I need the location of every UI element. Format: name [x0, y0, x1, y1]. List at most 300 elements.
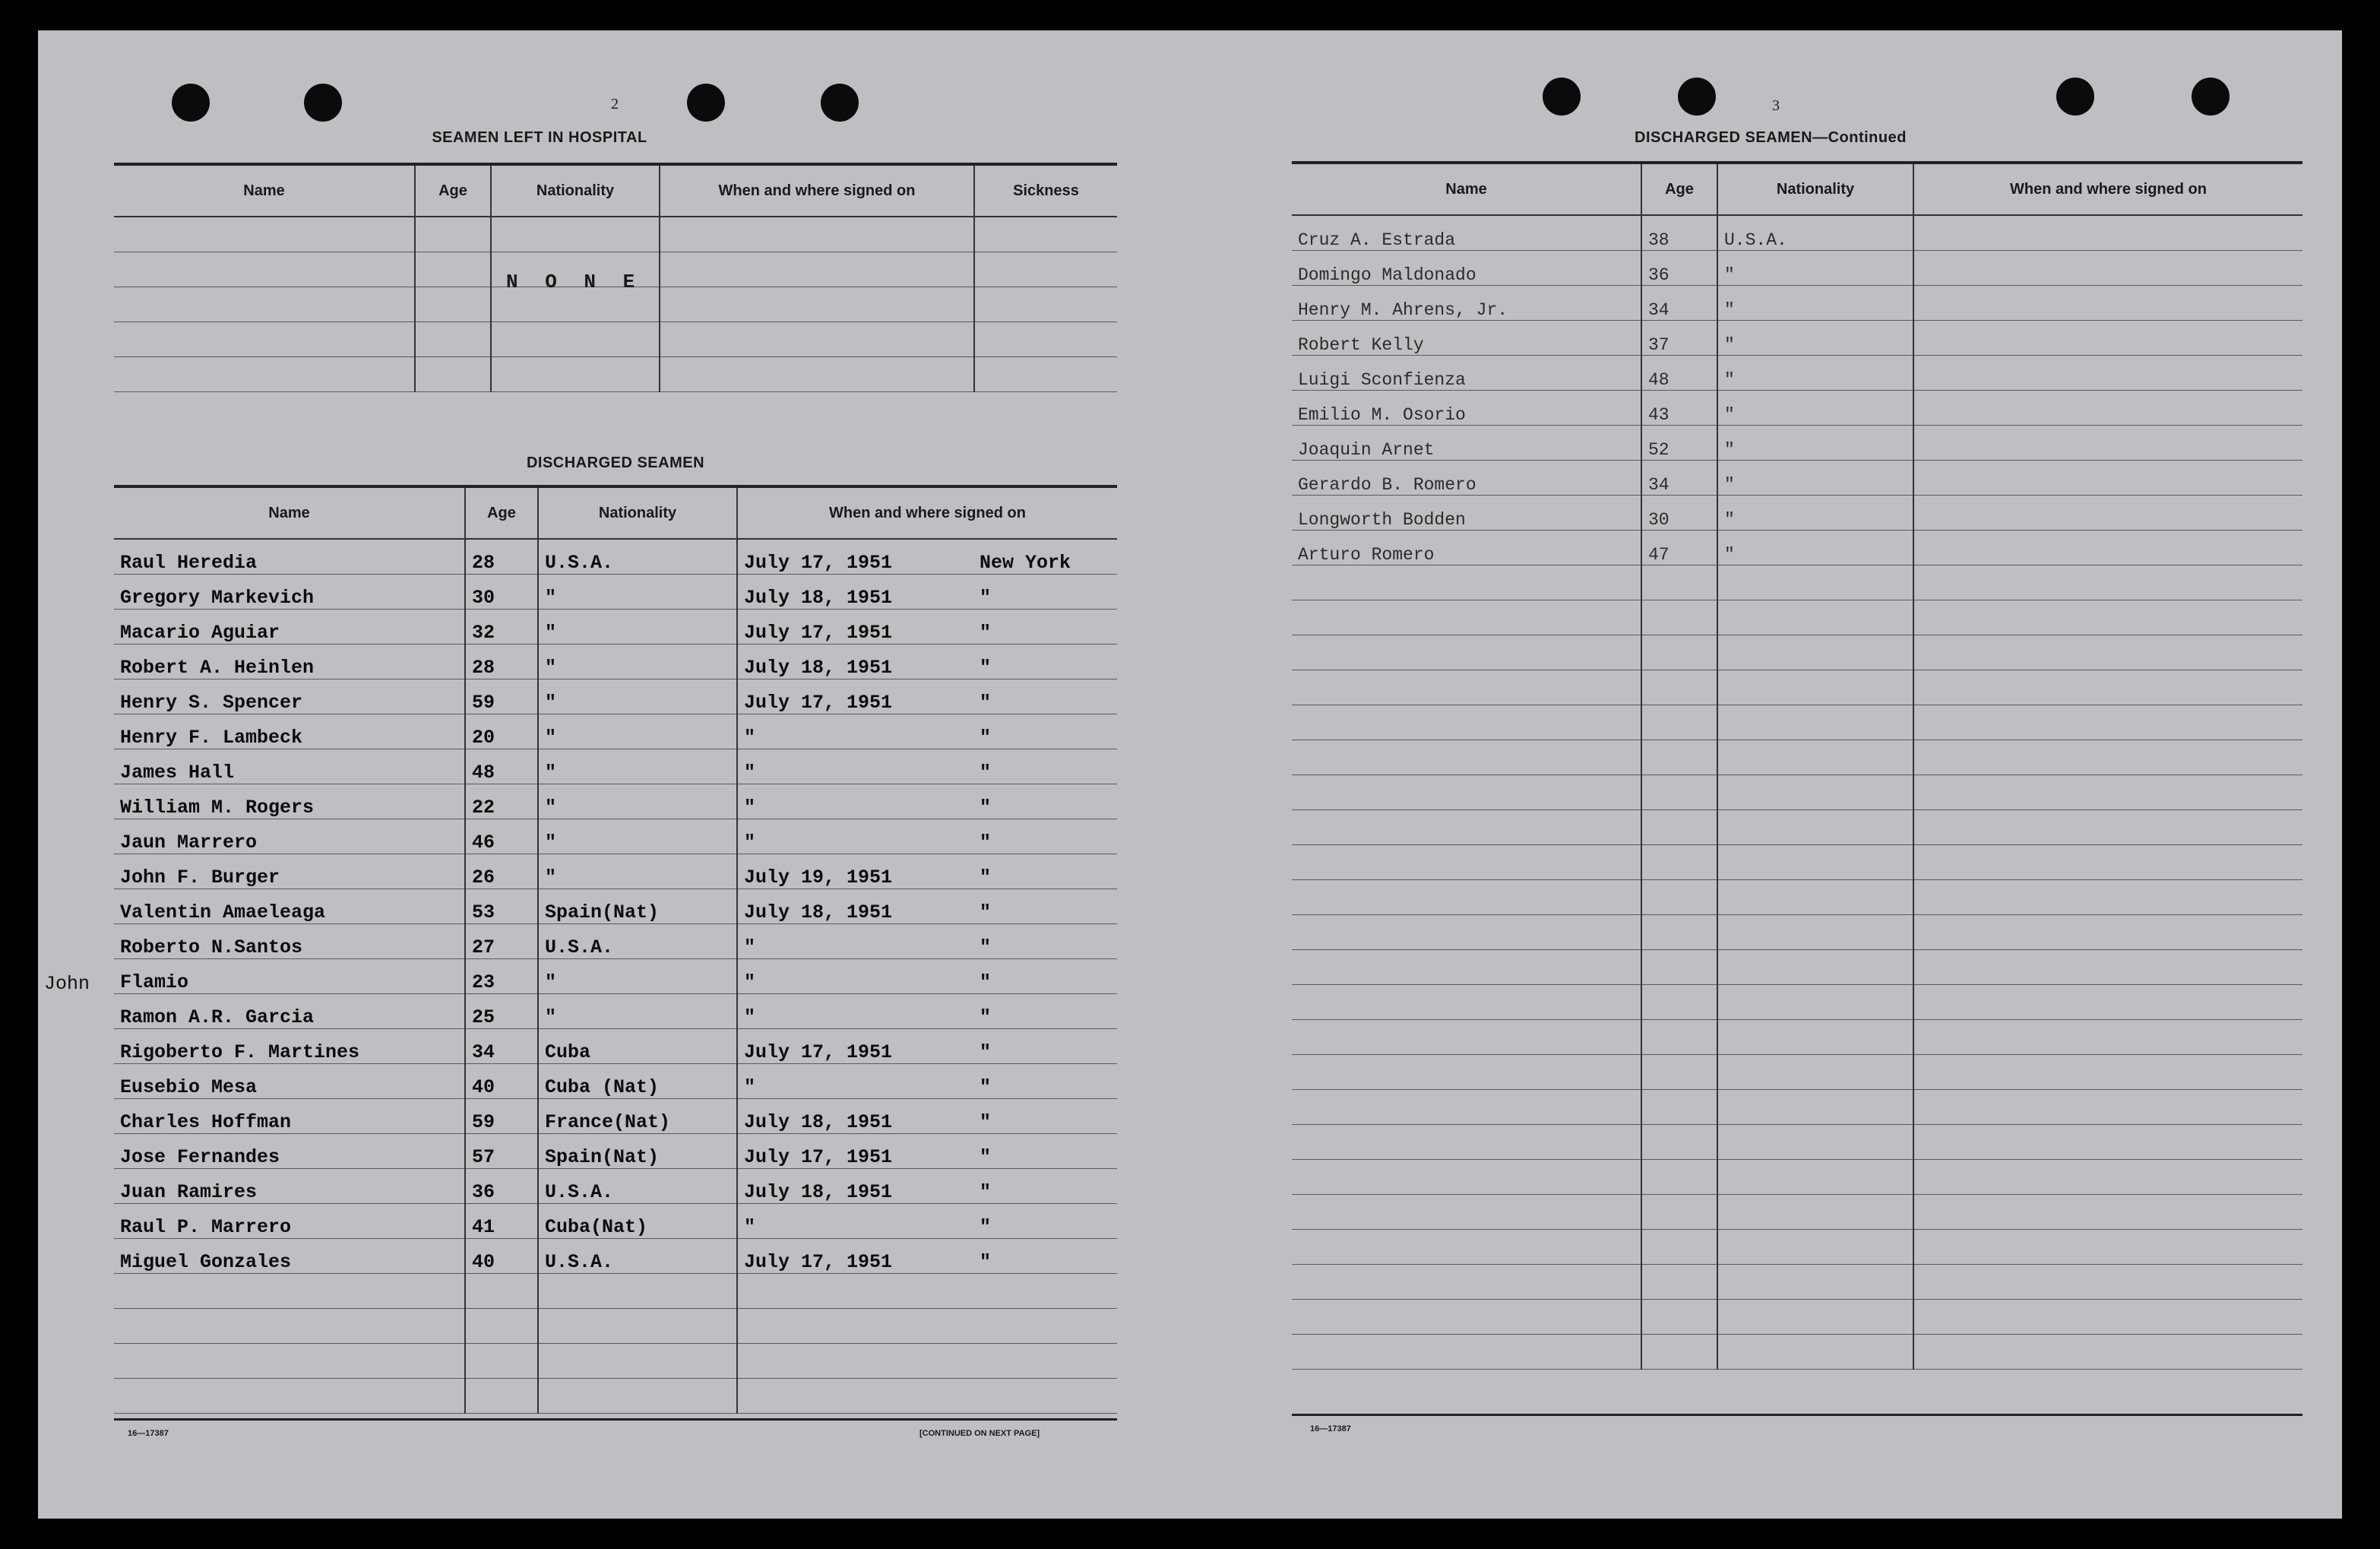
- signed-on-cell: [737, 819, 1117, 854]
- punch-hole: [304, 84, 342, 122]
- blank-cell: [1717, 915, 1913, 950]
- blank-cell: [1292, 565, 1641, 600]
- signed-on-date: ": [744, 1216, 756, 1238]
- blank-cell: [1913, 1020, 2302, 1055]
- signed-on-date: ": [744, 1076, 756, 1098]
- seaman-nationality: ": [538, 610, 737, 645]
- punch-hole: [687, 84, 725, 122]
- blank-cell: [1717, 1125, 1913, 1160]
- blank-row: [1292, 985, 2302, 1020]
- col-header-signed-on: When and where signed on: [660, 166, 974, 217]
- blank-cell: [1641, 565, 1717, 600]
- blank-cell: [1641, 1195, 1717, 1230]
- signed-on-cell: [737, 1099, 1117, 1134]
- signed-on-date: July 17, 1951: [744, 552, 893, 574]
- seaman-name: Rigoberto F. Martines: [114, 1029, 465, 1064]
- signed-on-place: New York: [980, 552, 1071, 574]
- table-row: [114, 994, 1117, 1029]
- blank-cell: [1913, 705, 2302, 740]
- blank-row: [1292, 915, 2302, 950]
- blank-cell: [1913, 1055, 2302, 1090]
- table-row: [1292, 356, 2302, 391]
- blank-cell: [1717, 1265, 1913, 1300]
- blank-cell: [1913, 950, 2302, 985]
- blank-cell: [1913, 565, 2302, 600]
- blank-row: [1292, 1230, 2302, 1265]
- signed-on-cell: [737, 575, 1117, 610]
- form-number: 16—17387: [1310, 1424, 1351, 1433]
- blank-cell: [1292, 670, 1641, 705]
- blank-cell: [1641, 740, 1717, 775]
- blank-row: [1292, 1090, 2302, 1125]
- table-row: [114, 539, 1117, 575]
- signed-on-date: July 17, 1951: [744, 622, 893, 644]
- signed-on-place: ": [980, 692, 992, 714]
- blank-cell: [1292, 985, 1641, 1020]
- blank-cell: [465, 1309, 538, 1344]
- seaman-nationality: Cuba(Nat): [538, 1204, 737, 1239]
- signed-on-place: ": [980, 1181, 992, 1203]
- blank-row: [114, 1379, 1117, 1414]
- seaman-nationality: ": [538, 959, 737, 994]
- blank-row: [1292, 635, 2302, 670]
- table-row: [114, 749, 1117, 784]
- blank-cell: [1717, 705, 1913, 740]
- blank-cell: [1717, 810, 1913, 845]
- signed-on-place: ": [980, 762, 992, 784]
- blank-cell: [1641, 1090, 1717, 1125]
- blank-cell: [1717, 1090, 1913, 1125]
- signed-on-cell: [1913, 286, 2302, 321]
- seaman-age: 36: [1641, 251, 1717, 286]
- seaman-nationality: ": [1717, 286, 1913, 321]
- signed-on-cell: [737, 889, 1117, 924]
- seaman-nationality: U.S.A.: [538, 539, 737, 575]
- seaman-nationality: ": [538, 854, 737, 889]
- seaman-age: 48: [465, 749, 538, 784]
- seaman-name: Robert A. Heinlen: [114, 645, 465, 679]
- scanned-document: [38, 30, 2342, 1519]
- seaman-name: Raul Heredia: [114, 539, 465, 575]
- table-row: [114, 1099, 1117, 1134]
- blank-cell: [538, 1344, 737, 1379]
- blank-row: [1292, 1055, 2302, 1090]
- discharged-table: [114, 488, 1117, 1414]
- blank-row: [1292, 845, 2302, 880]
- blank-cell: [1717, 1195, 1913, 1230]
- table-row: [1292, 496, 2302, 531]
- signed-on-cell: [737, 994, 1117, 1029]
- table-row: [1292, 461, 2302, 496]
- seaman-name: John F. Burger: [114, 854, 465, 889]
- signed-on-place: ": [980, 727, 992, 749]
- signed-on-date: ": [744, 727, 756, 749]
- blank-row: [114, 1274, 1117, 1309]
- punch-hole: [821, 84, 859, 122]
- blank-cell: [1913, 670, 2302, 705]
- col-header-age: Age: [465, 488, 538, 539]
- blank-cell: [1292, 1335, 1641, 1370]
- col-header-nationality: Nationality: [491, 166, 660, 217]
- blank-row: [1292, 880, 2302, 915]
- seaman-nationality: ": [538, 784, 737, 819]
- blank-cell: [737, 1274, 1117, 1309]
- blank-row: [1292, 1020, 2302, 1055]
- blank-cell: [737, 1379, 1117, 1414]
- blank-cell: [1292, 1160, 1641, 1195]
- signed-on-date: July 19, 1951: [744, 866, 893, 889]
- seaman-nationality: ": [1717, 321, 1913, 356]
- signed-on-cell: [737, 749, 1117, 784]
- hospital-section-title: SEAMEN LEFT IN HOSPITAL: [432, 129, 647, 146]
- blank-cell: [465, 1379, 538, 1414]
- blank-cell: [465, 1274, 538, 1309]
- blank-cell: [1292, 1020, 1641, 1055]
- signed-on-date: July 18, 1951: [744, 657, 893, 679]
- seaman-age: 23: [465, 959, 538, 994]
- blank-cell: [1641, 670, 1717, 705]
- table-row: [1292, 321, 2302, 356]
- seaman-name: Miguel Gonzales: [114, 1239, 465, 1274]
- continued-note: [CONTINUED ON NEXT PAGE]: [919, 1429, 1040, 1438]
- blank-cell: [1641, 1020, 1717, 1055]
- signed-on-cell: [1913, 251, 2302, 286]
- seaman-age: 30: [465, 575, 538, 610]
- blank-cell: [1292, 775, 1641, 810]
- blank-cell: [1292, 950, 1641, 985]
- blank-cell: [1717, 565, 1913, 600]
- signed-on-cell: [737, 714, 1117, 749]
- signed-on-date: July 17, 1951: [744, 1251, 893, 1273]
- blank-cell: [1641, 1055, 1717, 1090]
- signed-on-date: ": [744, 832, 756, 854]
- blank-cell: [1717, 845, 1913, 880]
- hospital-none-entry: N O N E: [506, 271, 643, 293]
- continued-section-title: DISCHARGED SEAMEN—Continued: [1635, 129, 1907, 146]
- signed-on-cell: [737, 1169, 1117, 1204]
- seaman-age: 34: [1641, 461, 1717, 496]
- punch-hole: [1543, 78, 1581, 116]
- seaman-age: 27: [465, 924, 538, 959]
- seaman-name: Joaquin Arnet: [1292, 426, 1641, 461]
- blank-cell: [465, 1344, 538, 1379]
- seaman-name: Ramon A.R. Garcia: [114, 994, 465, 1029]
- seaman-age: 59: [465, 679, 538, 714]
- signed-on-date: July 18, 1951: [744, 587, 893, 609]
- seaman-age: 37: [1641, 321, 1717, 356]
- blank-cell: [737, 1309, 1117, 1344]
- blank-cell: [114, 1274, 465, 1309]
- signed-on-cell: [737, 959, 1117, 994]
- table-row: [114, 1239, 1117, 1274]
- table-row: [114, 1134, 1117, 1169]
- blank-row: [1292, 775, 2302, 810]
- table-row: [1292, 391, 2302, 426]
- blank-cell: [1717, 670, 1913, 705]
- form-number: 16—17387: [128, 1429, 169, 1438]
- blank-cell: [1292, 635, 1641, 670]
- punch-hole: [2192, 78, 2230, 116]
- seaman-nationality: ": [538, 575, 737, 610]
- blank-cell: [1913, 1265, 2302, 1300]
- seaman-name: Macario Aguiar: [114, 610, 465, 645]
- seaman-name: Henry F. Lambeck: [114, 714, 465, 749]
- blank-cell: [1292, 810, 1641, 845]
- col-header-age: Age: [415, 166, 491, 217]
- seaman-name: Cruz A. Estrada: [1292, 215, 1641, 251]
- seaman-age: 22: [465, 784, 538, 819]
- col-header-signed-on: When and where signed on: [737, 488, 1117, 539]
- table-row: [1292, 215, 2302, 251]
- seaman-nationality: ": [538, 994, 737, 1029]
- signed-on-cell: [737, 539, 1117, 575]
- signed-on-date: July 18, 1951: [744, 1181, 893, 1203]
- bottom-rule: [114, 1418, 1117, 1421]
- seaman-nationality: U.S.A.: [538, 924, 737, 959]
- seaman-nationality: Cuba (Nat): [538, 1064, 737, 1099]
- signed-on-cell: [1913, 531, 2302, 565]
- seaman-age: 40: [465, 1064, 538, 1099]
- signed-on-place: ": [980, 797, 992, 819]
- seaman-name: Robert Kelly: [1292, 321, 1641, 356]
- blank-cell: [538, 1379, 737, 1414]
- seaman-name: Eusebio Mesa: [114, 1064, 465, 1099]
- signed-on-cell: [1913, 496, 2302, 531]
- blank-cell: [1641, 1335, 1717, 1370]
- signed-on-cell: [1913, 215, 2302, 251]
- blank-cell: [1717, 1230, 1913, 1265]
- punch-hole: [2056, 78, 2094, 116]
- signed-on-cell: [737, 784, 1117, 819]
- seaman-name: Jaun Marrero: [114, 819, 465, 854]
- seaman-nationality: ": [538, 819, 737, 854]
- signed-on-place: ": [980, 1251, 992, 1273]
- seaman-age: 36: [465, 1169, 538, 1204]
- blank-cell: [538, 1309, 737, 1344]
- seaman-age: 26: [465, 854, 538, 889]
- blank-cell: [1292, 1090, 1641, 1125]
- page-number: 3: [1772, 97, 1780, 114]
- blank-cell: [1292, 600, 1641, 635]
- seaman-nationality: ": [538, 645, 737, 679]
- seaman-age: 32: [465, 610, 538, 645]
- signed-on-cell: [1913, 426, 2302, 461]
- table-row: [114, 889, 1117, 924]
- seaman-age: 59: [465, 1099, 538, 1134]
- signed-on-place: ": [980, 971, 992, 993]
- right-page: [1193, 30, 2342, 1519]
- blank-cell: [1913, 775, 2302, 810]
- blank-cell: [1292, 845, 1641, 880]
- blank-row: [1292, 670, 2302, 705]
- signed-on-place: ": [980, 1146, 992, 1168]
- blank-cell: [1641, 915, 1717, 950]
- seaman-name: James Hall: [114, 749, 465, 784]
- table-row: [114, 924, 1117, 959]
- seaman-name: Emilio M. Osorio: [1292, 391, 1641, 426]
- signed-on-date: July 18, 1951: [744, 1111, 893, 1133]
- seaman-age: 28: [465, 539, 538, 575]
- blank-cell: [1913, 1300, 2302, 1335]
- left-page: [38, 30, 1185, 1519]
- seaman-nationality: ": [1717, 461, 1913, 496]
- table-row: [114, 1064, 1117, 1099]
- blank-cell: [1641, 705, 1717, 740]
- seaman-name: William M. Rogers: [114, 784, 465, 819]
- blank-cell: [1717, 635, 1913, 670]
- blank-row: [1292, 1125, 2302, 1160]
- seaman-nationality: ": [1717, 496, 1913, 531]
- table-row: [114, 610, 1117, 645]
- signed-on-cell: [737, 610, 1117, 645]
- blank-cell: [1913, 1090, 2302, 1125]
- punch-hole: [172, 84, 210, 122]
- signed-on-cell: [737, 679, 1117, 714]
- blank-cell: [1717, 1160, 1913, 1195]
- blank-cell: [114, 1309, 465, 1344]
- blank-cell: [1717, 600, 1913, 635]
- blank-cell: [1913, 1230, 2302, 1265]
- signed-on-place: ": [980, 832, 992, 854]
- table-row: [114, 1029, 1117, 1064]
- blank-cell: [1641, 1125, 1717, 1160]
- blank-row: [1292, 1265, 2302, 1300]
- blank-cell: [1717, 1055, 1913, 1090]
- col-header-name: Name: [114, 488, 465, 539]
- blank-cell: [1641, 1230, 1717, 1265]
- table-row: [114, 1204, 1117, 1239]
- table-row: [114, 959, 1117, 994]
- seaman-nationality: ": [538, 714, 737, 749]
- seaman-nationality: Spain(Nat): [538, 1134, 737, 1169]
- blank-cell: [1717, 1020, 1913, 1055]
- table-row: [114, 784, 1117, 819]
- blank-cell: [1641, 950, 1717, 985]
- blank-cell: [737, 1344, 1117, 1379]
- blank-cell: [114, 1344, 465, 1379]
- blank-cell: [1641, 1300, 1717, 1335]
- table-row: [114, 679, 1117, 714]
- col-header-name: Name: [1292, 164, 1641, 215]
- signed-on-cell: [1913, 461, 2302, 496]
- seaman-age: 38: [1641, 215, 1717, 251]
- signed-on-place: ": [980, 1216, 992, 1238]
- signed-on-place: ": [980, 901, 992, 923]
- blank-cell: [1717, 1300, 1913, 1335]
- blank-row: [114, 1309, 1117, 1344]
- seaman-nationality: ": [1717, 531, 1913, 565]
- blank-cell: [1913, 635, 2302, 670]
- blank-cell: [1717, 1335, 1913, 1370]
- seaman-name: Flamio: [114, 959, 465, 994]
- seaman-age: 41: [465, 1204, 538, 1239]
- signed-on-cell: [737, 1064, 1117, 1099]
- seaman-name: Domingo Maldonado: [1292, 251, 1641, 286]
- seaman-name: Gregory Markevich: [114, 575, 465, 610]
- seaman-age: 28: [465, 645, 538, 679]
- seaman-nationality: ": [538, 679, 737, 714]
- blank-cell: [1717, 880, 1913, 915]
- seaman-name: Jose Fernandes: [114, 1134, 465, 1169]
- col-header-nationality: Nationality: [1717, 164, 1913, 215]
- blank-cell: [1292, 1300, 1641, 1335]
- blank-cell: [1913, 915, 2302, 950]
- blank-cell: [1641, 1265, 1717, 1300]
- blank-row: [1292, 740, 2302, 775]
- signed-on-date: ": [744, 762, 756, 784]
- col-header-name: Name: [114, 166, 415, 217]
- signed-on-cell: [737, 1239, 1117, 1274]
- punch-hole: [1678, 78, 1716, 116]
- signed-on-place: ": [980, 1111, 992, 1133]
- blank-cell: [1717, 985, 1913, 1020]
- page-number: 2: [611, 96, 619, 112]
- seaman-age: 40: [465, 1239, 538, 1274]
- signed-on-cell: [737, 1029, 1117, 1064]
- seaman-name: Longworth Bodden: [1292, 496, 1641, 531]
- seaman-name: Juan Ramires: [114, 1169, 465, 1204]
- signed-on-date: July 17, 1951: [744, 1146, 893, 1168]
- blank-cell: [1641, 810, 1717, 845]
- blank-row: [1292, 600, 2302, 635]
- table-row: [114, 575, 1117, 610]
- signed-on-place: ": [980, 622, 992, 644]
- seaman-name: Raul P. Marrero: [114, 1204, 465, 1239]
- blank-cell: [114, 1379, 465, 1414]
- blank-cell: [1292, 1195, 1641, 1230]
- signed-on-cell: [1913, 321, 2302, 356]
- seaman-name: Roberto N.Santos: [114, 924, 465, 959]
- blank-row: [1292, 565, 2302, 600]
- blank-cell: [1292, 705, 1641, 740]
- table-row: [114, 854, 1117, 889]
- seaman-nationality: Cuba: [538, 1029, 737, 1064]
- blank-cell: [1913, 740, 2302, 775]
- seaman-name: Valentin Amaeleaga: [114, 889, 465, 924]
- seaman-nationality: ": [1717, 426, 1913, 461]
- blank-cell: [1292, 740, 1641, 775]
- blank-cell: [1913, 1195, 2302, 1230]
- signed-on-cell: [737, 645, 1117, 679]
- seaman-nationality: ": [538, 749, 737, 784]
- table-row: [1292, 251, 2302, 286]
- seaman-name: Henry S. Spencer: [114, 679, 465, 714]
- seaman-age: 30: [1641, 496, 1717, 531]
- signed-on-cell: [737, 1204, 1117, 1239]
- blank-cell: [1292, 1055, 1641, 1090]
- seaman-age: 57: [465, 1134, 538, 1169]
- table-row: [114, 714, 1117, 749]
- signed-on-place: ": [980, 866, 992, 889]
- signed-on-date: ": [744, 797, 756, 819]
- table-row: [1292, 286, 2302, 321]
- signed-on-cell: [737, 1134, 1117, 1169]
- seaman-age: 47: [1641, 531, 1717, 565]
- signed-on-cell: [1913, 356, 2302, 391]
- signed-on-date: July 17, 1951: [744, 692, 893, 714]
- blank-row: [1292, 705, 2302, 740]
- signed-on-date: ": [744, 1006, 756, 1028]
- table-row: [1292, 426, 2302, 461]
- blank-row: [1292, 810, 2302, 845]
- seaman-age: 25: [465, 994, 538, 1029]
- blank-cell: [538, 1274, 737, 1309]
- seaman-age: 48: [1641, 356, 1717, 391]
- blank-cell: [1292, 1265, 1641, 1300]
- signed-on-place: ": [980, 936, 992, 958]
- blank-cell: [1641, 880, 1717, 915]
- blank-row: [1292, 950, 2302, 985]
